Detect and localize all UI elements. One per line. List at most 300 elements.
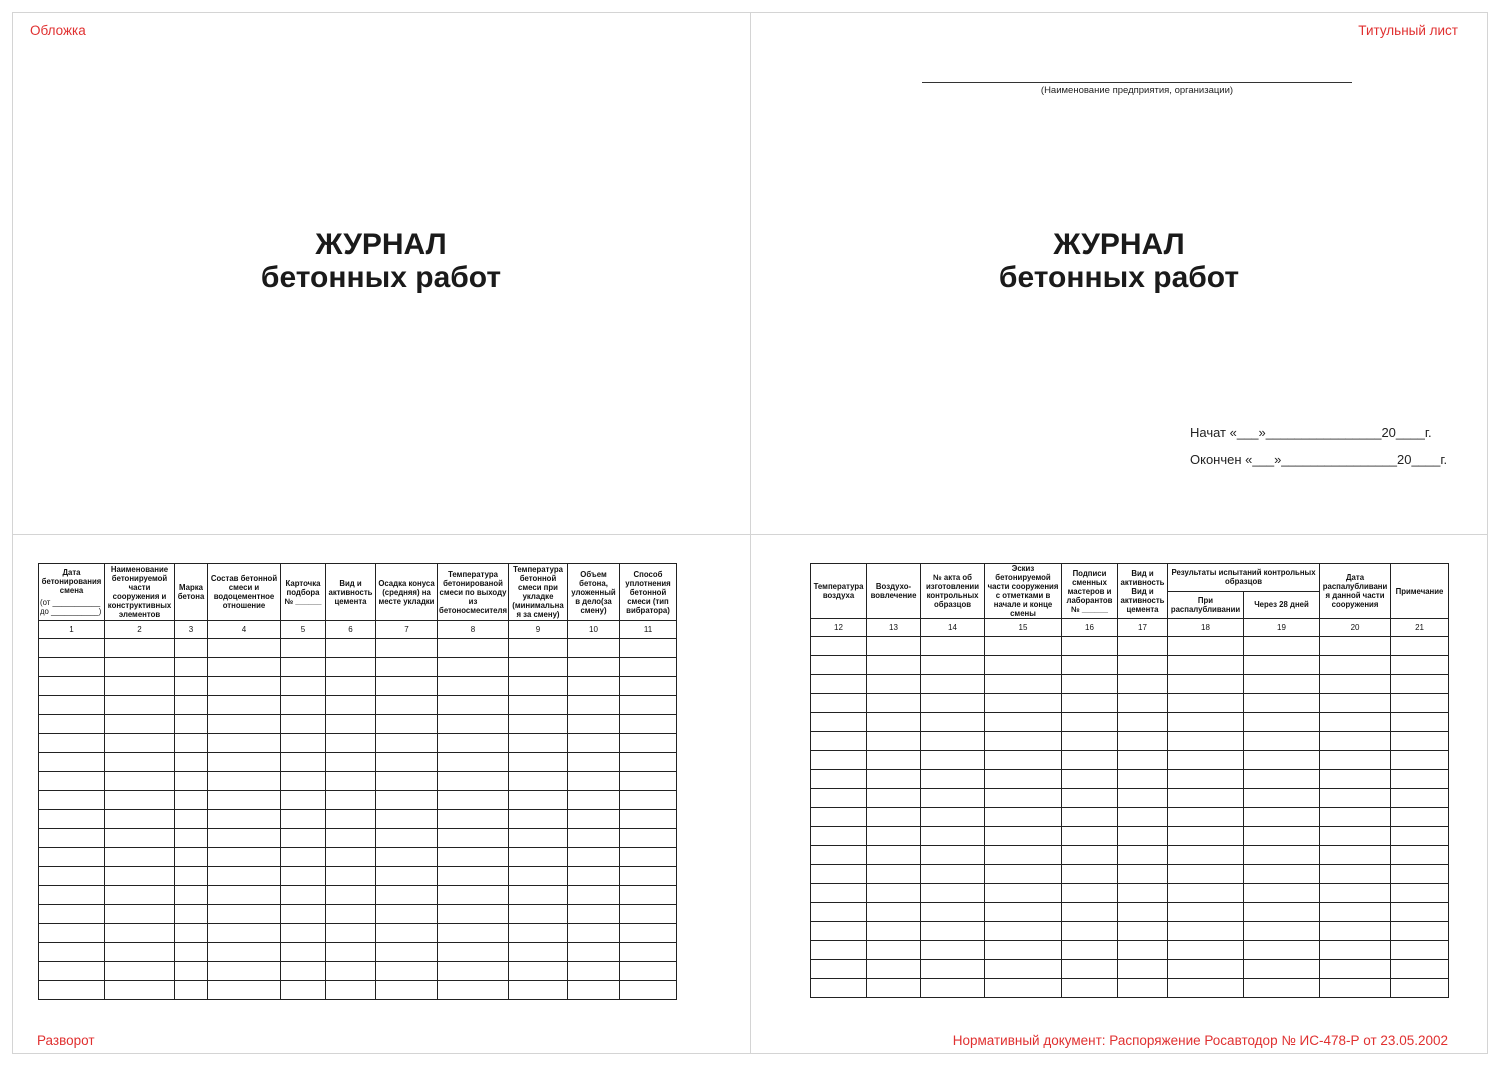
table-cell[interactable]: [985, 675, 1062, 694]
table-cell[interactable]: [1244, 675, 1320, 694]
table-cell[interactable]: [1320, 922, 1391, 941]
table-cell[interactable]: [811, 732, 867, 751]
table-cell[interactable]: [208, 772, 281, 791]
table-cell[interactable]: [105, 734, 175, 753]
table-cell[interactable]: [438, 943, 509, 962]
table-cell[interactable]: [1244, 770, 1320, 789]
table-cell[interactable]: [39, 829, 105, 848]
table-cell[interactable]: [281, 696, 326, 715]
table-cell[interactable]: [509, 696, 568, 715]
table-cell[interactable]: [1062, 637, 1118, 656]
table-cell[interactable]: [1244, 884, 1320, 903]
table-cell[interactable]: [326, 962, 376, 981]
table-cell[interactable]: [281, 810, 326, 829]
table-cell[interactable]: [509, 848, 568, 867]
table-cell[interactable]: [175, 677, 208, 696]
table-cell[interactable]: [281, 943, 326, 962]
table-cell[interactable]: [1168, 846, 1244, 865]
table-cell[interactable]: [1168, 675, 1244, 694]
table-cell[interactable]: [867, 922, 921, 941]
table-cell[interactable]: [509, 791, 568, 810]
table-cell[interactable]: [1062, 808, 1118, 827]
table-cell[interactable]: [105, 924, 175, 943]
table-cell[interactable]: [1244, 865, 1320, 884]
table-cell[interactable]: [1320, 751, 1391, 770]
table-cell[interactable]: [376, 810, 438, 829]
table-cell[interactable]: [811, 656, 867, 675]
table-cell[interactable]: [105, 639, 175, 658]
table-cell[interactable]: [175, 829, 208, 848]
table-cell[interactable]: [438, 867, 509, 886]
table-cell[interactable]: [620, 924, 677, 943]
table-cell[interactable]: [376, 696, 438, 715]
table-cell[interactable]: [39, 810, 105, 829]
table-cell[interactable]: [1118, 960, 1168, 979]
table-cell[interactable]: [208, 829, 281, 848]
table-cell[interactable]: [509, 962, 568, 981]
table-cell[interactable]: [39, 905, 105, 924]
table-cell[interactable]: [1320, 979, 1391, 998]
table-cell[interactable]: [568, 962, 620, 981]
table-cell[interactable]: [1168, 789, 1244, 808]
table-cell[interactable]: [620, 696, 677, 715]
table-cell[interactable]: [39, 753, 105, 772]
table-cell[interactable]: [281, 734, 326, 753]
table-cell[interactable]: [39, 924, 105, 943]
table-cell[interactable]: [1118, 979, 1168, 998]
table-cell[interactable]: [509, 829, 568, 848]
table-cell[interactable]: [620, 753, 677, 772]
table-cell[interactable]: [208, 962, 281, 981]
table-cell[interactable]: [811, 979, 867, 998]
table-cell[interactable]: [39, 867, 105, 886]
table-cell[interactable]: [985, 827, 1062, 846]
table-cell[interactable]: [620, 905, 677, 924]
table-cell[interactable]: [281, 962, 326, 981]
table-cell[interactable]: [175, 886, 208, 905]
table-cell[interactable]: [811, 751, 867, 770]
table-cell[interactable]: [1118, 846, 1168, 865]
table-cell[interactable]: [208, 886, 281, 905]
table-cell[interactable]: [1244, 960, 1320, 979]
table-cell[interactable]: [326, 753, 376, 772]
table-cell[interactable]: [1320, 694, 1391, 713]
table-cell[interactable]: [620, 734, 677, 753]
table-cell[interactable]: [1062, 960, 1118, 979]
table-cell[interactable]: [438, 639, 509, 658]
table-cell[interactable]: [326, 829, 376, 848]
table-cell[interactable]: [326, 924, 376, 943]
table-cell[interactable]: [620, 848, 677, 867]
table-cell[interactable]: [1168, 903, 1244, 922]
table-cell[interactable]: [1320, 941, 1391, 960]
table-cell[interactable]: [438, 696, 509, 715]
table-cell[interactable]: [867, 808, 921, 827]
table-cell[interactable]: [985, 637, 1062, 656]
table-cell[interactable]: [921, 827, 985, 846]
table-cell[interactable]: [568, 734, 620, 753]
table-cell[interactable]: [1391, 713, 1449, 732]
table-cell[interactable]: [208, 791, 281, 810]
table-cell[interactable]: [105, 658, 175, 677]
table-cell[interactable]: [39, 981, 105, 1000]
table-cell[interactable]: [175, 867, 208, 886]
table-cell[interactable]: [1320, 846, 1391, 865]
table-cell[interactable]: [1391, 979, 1449, 998]
table-cell[interactable]: [1168, 922, 1244, 941]
table-cell[interactable]: [1062, 675, 1118, 694]
table-cell[interactable]: [438, 886, 509, 905]
table-cell[interactable]: [376, 943, 438, 962]
table-cell[interactable]: [438, 829, 509, 848]
table-cell[interactable]: [509, 905, 568, 924]
table-cell[interactable]: [326, 791, 376, 810]
table-cell[interactable]: [208, 658, 281, 677]
table-cell[interactable]: [811, 827, 867, 846]
table-cell[interactable]: [921, 979, 985, 998]
table-cell[interactable]: [326, 943, 376, 962]
table-cell[interactable]: [867, 751, 921, 770]
table-cell[interactable]: [438, 753, 509, 772]
table-cell[interactable]: [620, 810, 677, 829]
table-cell[interactable]: [811, 789, 867, 808]
table-cell[interactable]: [326, 886, 376, 905]
table-cell[interactable]: [105, 772, 175, 791]
table-cell[interactable]: [867, 827, 921, 846]
table-cell[interactable]: [568, 696, 620, 715]
table-cell[interactable]: [867, 713, 921, 732]
table-cell[interactable]: [208, 677, 281, 696]
table-cell[interactable]: [376, 639, 438, 658]
table-cell[interactable]: [1168, 827, 1244, 846]
table-cell[interactable]: [1244, 713, 1320, 732]
table-cell[interactable]: [208, 696, 281, 715]
table-cell[interactable]: [1244, 694, 1320, 713]
table-cell[interactable]: [867, 979, 921, 998]
table-cell[interactable]: [568, 639, 620, 658]
table-cell[interactable]: [281, 791, 326, 810]
table-cell[interactable]: [105, 696, 175, 715]
table-cell[interactable]: [568, 943, 620, 962]
table-cell[interactable]: [1062, 846, 1118, 865]
table-cell[interactable]: [1244, 903, 1320, 922]
table-cell[interactable]: [326, 734, 376, 753]
table-cell[interactable]: [867, 846, 921, 865]
table-cell[interactable]: [985, 903, 1062, 922]
table-cell[interactable]: [1118, 675, 1168, 694]
table-cell[interactable]: [568, 867, 620, 886]
table-cell[interactable]: [1244, 941, 1320, 960]
table-cell[interactable]: [568, 981, 620, 1000]
table-cell[interactable]: [568, 829, 620, 848]
table-cell[interactable]: [376, 658, 438, 677]
table-cell[interactable]: [1391, 941, 1449, 960]
table-cell[interactable]: [1320, 656, 1391, 675]
table-cell[interactable]: [921, 884, 985, 903]
table-cell[interactable]: [1391, 808, 1449, 827]
table-cell[interactable]: [620, 867, 677, 886]
table-cell[interactable]: [985, 732, 1062, 751]
table-cell[interactable]: [1320, 770, 1391, 789]
table-cell[interactable]: [39, 658, 105, 677]
table-cell[interactable]: [376, 753, 438, 772]
table-cell[interactable]: [921, 808, 985, 827]
table-cell[interactable]: [1391, 827, 1449, 846]
table-cell[interactable]: [867, 637, 921, 656]
table-cell[interactable]: [568, 810, 620, 829]
table-cell[interactable]: [39, 734, 105, 753]
table-cell[interactable]: [208, 753, 281, 772]
table-cell[interactable]: [438, 791, 509, 810]
table-cell[interactable]: [1118, 751, 1168, 770]
table-cell[interactable]: [1118, 884, 1168, 903]
table-cell[interactable]: [620, 715, 677, 734]
table-cell[interactable]: [620, 886, 677, 905]
table-cell[interactable]: [175, 924, 208, 943]
table-cell[interactable]: [1391, 922, 1449, 941]
table-cell[interactable]: [1062, 941, 1118, 960]
table-cell[interactable]: [867, 903, 921, 922]
table-cell[interactable]: [39, 677, 105, 696]
table-cell[interactable]: [281, 658, 326, 677]
table-cell[interactable]: [105, 848, 175, 867]
table-cell[interactable]: [1320, 884, 1391, 903]
table-cell[interactable]: [376, 848, 438, 867]
table-cell[interactable]: [438, 905, 509, 924]
table-cell[interactable]: [175, 696, 208, 715]
table-cell[interactable]: [281, 848, 326, 867]
table-cell[interactable]: [1391, 846, 1449, 865]
table-cell[interactable]: [620, 981, 677, 1000]
table-cell[interactable]: [1244, 922, 1320, 941]
table-cell[interactable]: [438, 848, 509, 867]
table-cell[interactable]: [1062, 903, 1118, 922]
table-cell[interactable]: [326, 639, 376, 658]
table-cell[interactable]: [1168, 656, 1244, 675]
table-cell[interactable]: [811, 808, 867, 827]
table-cell[interactable]: [921, 656, 985, 675]
table-cell[interactable]: [105, 810, 175, 829]
table-cell[interactable]: [1391, 751, 1449, 770]
table-cell[interactable]: [1244, 979, 1320, 998]
table-cell[interactable]: [568, 886, 620, 905]
table-cell[interactable]: [509, 886, 568, 905]
table-cell[interactable]: [39, 772, 105, 791]
table-cell[interactable]: [1118, 770, 1168, 789]
table-cell[interactable]: [811, 941, 867, 960]
table-cell[interactable]: [175, 943, 208, 962]
table-cell[interactable]: [175, 981, 208, 1000]
table-cell[interactable]: [376, 886, 438, 905]
table-cell[interactable]: [921, 846, 985, 865]
table-cell[interactable]: [509, 639, 568, 658]
table-cell[interactable]: [620, 639, 677, 658]
table-cell[interactable]: [1391, 884, 1449, 903]
table-cell[interactable]: [175, 810, 208, 829]
table-cell[interactable]: [921, 637, 985, 656]
table-cell[interactable]: [1244, 656, 1320, 675]
table-cell[interactable]: [620, 658, 677, 677]
table-cell[interactable]: [509, 753, 568, 772]
table-cell[interactable]: [1168, 808, 1244, 827]
table-cell[interactable]: [985, 789, 1062, 808]
table-cell[interactable]: [39, 886, 105, 905]
table-cell[interactable]: [1062, 789, 1118, 808]
table-cell[interactable]: [1244, 637, 1320, 656]
table-cell[interactable]: [1391, 637, 1449, 656]
table-cell[interactable]: [1062, 694, 1118, 713]
table-cell[interactable]: [175, 715, 208, 734]
table-cell[interactable]: [326, 867, 376, 886]
table-cell[interactable]: [1320, 675, 1391, 694]
table-cell[interactable]: [376, 829, 438, 848]
table-cell[interactable]: [509, 715, 568, 734]
table-cell[interactable]: [921, 675, 985, 694]
table-cell[interactable]: [867, 770, 921, 789]
table-cell[interactable]: [438, 924, 509, 943]
table-cell[interactable]: [438, 715, 509, 734]
table-cell[interactable]: [620, 943, 677, 962]
table-cell[interactable]: [1168, 884, 1244, 903]
table-cell[interactable]: [985, 960, 1062, 979]
table-cell[interactable]: [568, 905, 620, 924]
table-cell[interactable]: [175, 772, 208, 791]
table-cell[interactable]: [175, 658, 208, 677]
table-cell[interactable]: [811, 694, 867, 713]
table-cell[interactable]: [326, 905, 376, 924]
table-cell[interactable]: [175, 639, 208, 658]
table-cell[interactable]: [39, 639, 105, 658]
table-cell[interactable]: [1391, 903, 1449, 922]
table-cell[interactable]: [568, 848, 620, 867]
table-cell[interactable]: [438, 810, 509, 829]
table-cell[interactable]: [1168, 637, 1244, 656]
table-cell[interactable]: [509, 924, 568, 943]
table-cell[interactable]: [568, 791, 620, 810]
table-cell[interactable]: [105, 753, 175, 772]
table-cell[interactable]: [921, 713, 985, 732]
table-cell[interactable]: [438, 962, 509, 981]
table-cell[interactable]: [105, 886, 175, 905]
table-cell[interactable]: [1244, 732, 1320, 751]
table-cell[interactable]: [921, 770, 985, 789]
table-cell[interactable]: [1320, 903, 1391, 922]
table-cell[interactable]: [376, 791, 438, 810]
table-cell[interactable]: [811, 675, 867, 694]
table-cell[interactable]: [326, 848, 376, 867]
table-cell[interactable]: [175, 848, 208, 867]
table-cell[interactable]: [281, 772, 326, 791]
table-cell[interactable]: [1244, 827, 1320, 846]
table-cell[interactable]: [811, 922, 867, 941]
table-cell[interactable]: [620, 772, 677, 791]
table-cell[interactable]: [281, 867, 326, 886]
table-cell[interactable]: [1062, 770, 1118, 789]
table-cell[interactable]: [39, 791, 105, 810]
table-cell[interactable]: [1062, 884, 1118, 903]
table-cell[interactable]: [39, 715, 105, 734]
table-cell[interactable]: [105, 867, 175, 886]
table-cell[interactable]: [1118, 713, 1168, 732]
table-cell[interactable]: [208, 639, 281, 658]
table-cell[interactable]: [438, 734, 509, 753]
table-cell[interactable]: [1391, 732, 1449, 751]
table-cell[interactable]: [175, 753, 208, 772]
table-cell[interactable]: [438, 658, 509, 677]
table-cell[interactable]: [985, 751, 1062, 770]
table-cell[interactable]: [921, 941, 985, 960]
table-cell[interactable]: [568, 658, 620, 677]
table-cell[interactable]: [568, 677, 620, 696]
table-cell[interactable]: [811, 865, 867, 884]
table-cell[interactable]: [811, 903, 867, 922]
table-cell[interactable]: [1118, 865, 1168, 884]
table-cell[interactable]: [281, 639, 326, 658]
table-cell[interactable]: [105, 791, 175, 810]
table-cell[interactable]: [105, 715, 175, 734]
table-cell[interactable]: [438, 981, 509, 1000]
table-cell[interactable]: [1062, 732, 1118, 751]
table-cell[interactable]: [985, 884, 1062, 903]
table-cell[interactable]: [509, 810, 568, 829]
table-cell[interactable]: [1391, 789, 1449, 808]
table-cell[interactable]: [281, 905, 326, 924]
table-cell[interactable]: [1062, 713, 1118, 732]
table-cell[interactable]: [39, 962, 105, 981]
table-cell[interactable]: [1320, 808, 1391, 827]
table-cell[interactable]: [568, 715, 620, 734]
table-cell[interactable]: [1320, 960, 1391, 979]
table-cell[interactable]: [1118, 903, 1168, 922]
table-cell[interactable]: [1118, 637, 1168, 656]
table-cell[interactable]: [1320, 827, 1391, 846]
table-cell[interactable]: [1118, 922, 1168, 941]
table-cell[interactable]: [1118, 694, 1168, 713]
table-cell[interactable]: [921, 922, 985, 941]
table-cell[interactable]: [1320, 732, 1391, 751]
table-cell[interactable]: [1168, 694, 1244, 713]
table-cell[interactable]: [1168, 751, 1244, 770]
table-cell[interactable]: [1168, 770, 1244, 789]
table-cell[interactable]: [620, 791, 677, 810]
table-cell[interactable]: [509, 677, 568, 696]
table-cell[interactable]: [208, 848, 281, 867]
table-cell[interactable]: [1244, 789, 1320, 808]
table-cell[interactable]: [811, 960, 867, 979]
table-cell[interactable]: [326, 981, 376, 1000]
table-cell[interactable]: [1118, 656, 1168, 675]
table-cell[interactable]: [1168, 941, 1244, 960]
table-cell[interactable]: [921, 732, 985, 751]
table-cell[interactable]: [1320, 637, 1391, 656]
table-cell[interactable]: [811, 770, 867, 789]
table-cell[interactable]: [105, 981, 175, 1000]
table-cell[interactable]: [376, 677, 438, 696]
table-cell[interactable]: [921, 789, 985, 808]
table-cell[interactable]: [985, 694, 1062, 713]
table-cell[interactable]: [208, 810, 281, 829]
table-cell[interactable]: [1062, 656, 1118, 675]
table-cell[interactable]: [1320, 713, 1391, 732]
table-cell[interactable]: [867, 732, 921, 751]
table-cell[interactable]: [921, 903, 985, 922]
table-cell[interactable]: [208, 924, 281, 943]
table-cell[interactable]: [105, 943, 175, 962]
table-cell[interactable]: [1168, 960, 1244, 979]
table-cell[interactable]: [985, 846, 1062, 865]
table-cell[interactable]: [1118, 808, 1168, 827]
table-cell[interactable]: [1062, 979, 1118, 998]
